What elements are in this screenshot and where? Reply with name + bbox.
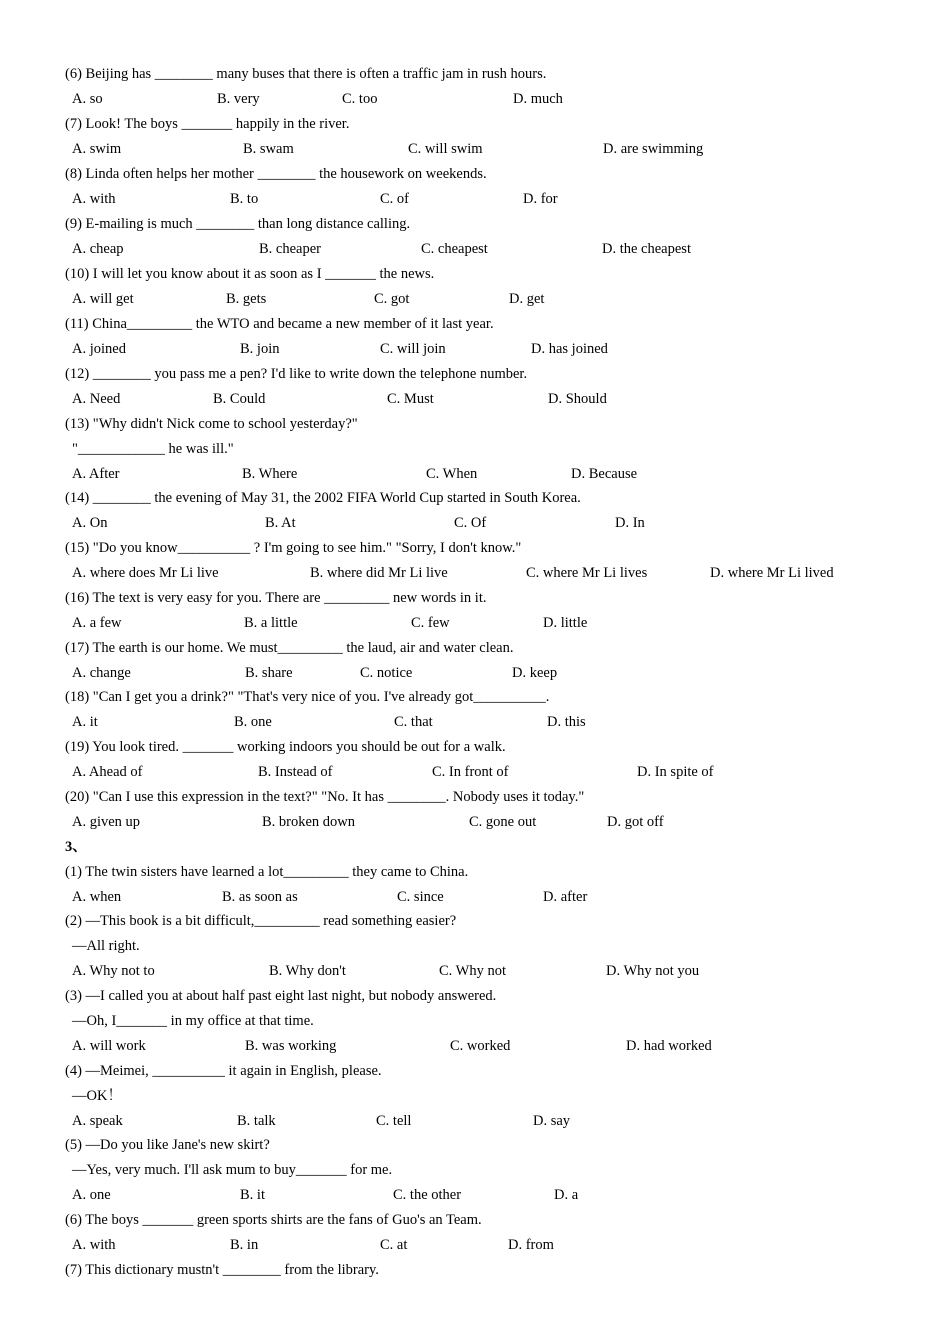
option-a: A. given up [72,814,141,830]
question-3-1: (1) The twin sisters have learned a lot_________ they came to China. [65,864,469,880]
option-c: C. too [342,91,378,107]
option-c: C. will swim [408,141,483,157]
option-a: A. where does Mr Li live [72,565,219,581]
question-3-6: (6) The boys _______ green sports shirts are the fans of Guo's an Team. [65,1212,482,1228]
option-d: D. got off [607,814,664,830]
option-d: D. say [533,1113,571,1129]
option-a: A. when [72,889,122,905]
option-c: C. where Mr Li lives [526,565,648,581]
option-c: C. worked [450,1038,511,1054]
option-c: C. notice [360,665,413,681]
options-2-6 [0,90,950,108]
option-c: C. few [411,615,450,631]
question-3-3-line2: —Oh, I_______ in my office at that time. [72,1013,314,1029]
option-c: C. at [380,1237,408,1253]
option-c: C. of [380,191,409,207]
option-b: B. Instead of [258,764,333,780]
option-d: D. where Mr Li lived [710,565,834,581]
option-b: B. one [234,714,272,730]
option-d: D. after [543,889,588,905]
options-2-16 [0,614,950,632]
option-d: D. In spite of [637,764,714,780]
question-2-6: (6) Beijing has ________ many buses that there is often a traffic jam in rush hours. [65,66,547,82]
option-d: D. from [508,1237,554,1253]
option-b: B. join [240,341,280,357]
option-b: B. was working [245,1038,337,1054]
question-2-11: (11) China_________ the WTO and became a new member of it last year. [65,316,494,332]
option-c: C. gone out [469,814,537,830]
question-2-14: (14) ________ the evening of May 31, the 2002 FIFA World Cup started in South Korea. [65,490,581,506]
option-d: D. for [523,191,558,207]
question-3-5: (5) —Do you like Jane's new skirt? [65,1137,270,1153]
option-a: A. speak [72,1113,123,1129]
option-a: A. so [72,91,103,107]
option-c: C. got [374,291,410,307]
question-3-2-line2: —All right. [72,938,140,954]
options-3-3 [0,1037,950,1055]
options-3-2 [0,962,950,980]
option-b: B. in [230,1237,259,1253]
question-2-19: (19) You look tired. _______ working indoors you should be out for a walk. [65,739,506,755]
option-b: B. talk [237,1113,276,1129]
option-a: A. one [72,1187,111,1203]
option-a: A. On [72,515,108,531]
option-c: C. Of [454,515,487,531]
option-b: B. Could [213,391,266,407]
option-b: B. gets [226,291,267,307]
option-a: A. will get [72,291,134,307]
option-a: A. After [72,466,120,482]
option-b: B. Why don't [269,963,346,979]
question-3-4: (4) —Meimei, __________ it again in English, please. [65,1063,382,1079]
option-c: C. the other [393,1187,462,1203]
question-3-2: (2) —This book is a bit difficult,_________ read something easier? [65,913,457,929]
option-b: B. broken down [262,814,356,830]
option-b: B. to [230,191,259,207]
option-c: C. tell [376,1113,412,1129]
option-a: A. with [72,191,116,207]
option-d: D. get [509,291,545,307]
option-d: D. keep [512,665,558,681]
option-a: A. swim [72,141,122,157]
option-d: D. Why not you [606,963,700,979]
options-2-14 [0,514,950,532]
question-2-20: (20) "Can I use this expression in the text?" "No. It has ________. Nobody uses it today." [65,789,585,805]
question-3-4-line2: —OK！ [72,1088,122,1104]
options-2-11 [0,340,950,358]
option-c: C. When [426,466,478,482]
option-d: D. this [547,714,586,730]
option-c: C. Must [387,391,434,407]
option-b: B. Where [242,466,298,482]
options-2-20 [0,813,950,831]
option-d: D. has joined [531,341,608,357]
options-3-6 [0,1236,950,1254]
question-2-17: (17) The earth is our home. We must_________ the laud, air and water clean. [65,640,514,656]
options-2-17 [0,664,950,682]
option-b: B. it [240,1187,265,1203]
option-a: A. change [72,665,131,681]
option-a: A. Why not to [72,963,155,979]
option-c: C. cheapest [421,241,488,257]
option-d: D. Because [571,466,638,482]
option-d: D. Should [548,391,607,407]
option-b: B. as soon as [222,889,298,905]
question-2-7: (7) Look! The boys _______ happily in the river. [65,116,350,132]
option-a: A. a few [72,615,122,631]
section-3-heading: 3、 [65,839,87,855]
option-a: A. will work [72,1038,146,1054]
option-b: B. share [245,665,293,681]
options-2-8 [0,190,950,208]
option-c: C. Why not [439,963,506,979]
options-2-9 [0,240,950,258]
options-2-10 [0,290,950,308]
option-b: B. At [265,515,296,531]
option-d: D. are swimming [603,141,704,157]
question-2-9: (9) E-mailing is much ________ than long distance calling. [65,216,411,232]
option-c: C. will join [380,341,446,357]
option-c: C. In front of [432,764,509,780]
question-2-18: (18) "Can I get you a drink?" "That's very nice of you. I've already got__________. [65,689,550,705]
options-3-4 [0,1112,950,1130]
option-a: A. Need [72,391,121,407]
question-3-5-line2: —Yes, very much. I'll ask mum to buy_______ for me. [72,1162,393,1178]
option-a: A. it [72,714,98,730]
option-d: D. the cheapest [602,241,691,257]
option-a: A. cheap [72,241,124,257]
options-2-12 [0,390,950,408]
options-2-19 [0,763,950,781]
option-c: C. since [397,889,444,905]
option-b: B. where did Mr Li live [310,565,448,581]
option-b: B. a little [244,615,298,631]
question-3-3: (3) —I called you at about half past eight last night, but nobody answered. [65,988,497,1004]
options-2-18 [0,713,950,731]
option-a: A. with [72,1237,116,1253]
options-2-7 [0,140,950,158]
option-d: D. a [554,1187,579,1203]
question-2-16: (16) The text is very easy for you. There are _________ new words in it. [65,590,487,606]
option-b: B. swam [243,141,294,157]
option-c: C. that [394,714,433,730]
option-d: D. In [615,515,645,531]
option-b: B. cheaper [259,241,321,257]
options-2-13 [0,465,950,483]
question-2-13: (13) "Why didn't Nick come to school yesterday?" [65,416,358,432]
options-3-5 [0,1186,950,1204]
question-2-13-line2: "____________ he was ill." [72,441,234,457]
question-2-12: (12) ________ you pass me a pen? I'd like to write down the telephone number. [65,366,528,382]
option-a: A. Ahead of [72,764,143,780]
option-d: D. had worked [626,1038,712,1054]
option-a: A. joined [72,341,126,357]
options-3-1 [0,888,950,906]
question-3-7: (7) This dictionary mustn't ________ from the library. [65,1262,379,1278]
question-2-15: (15) "Do you know__________ ? I'm going to see him." "Sorry, I don't know." [65,540,522,556]
question-2-10: (10) I will let you know about it as soon as I _______ the news. [65,266,435,282]
option-d: D. little [543,615,588,631]
question-2-8: (8) Linda often helps her mother ________ the housework on weekends. [65,166,487,182]
option-b: B. very [217,91,260,107]
option-d: D. much [513,91,563,107]
options-2-15 [0,564,950,582]
